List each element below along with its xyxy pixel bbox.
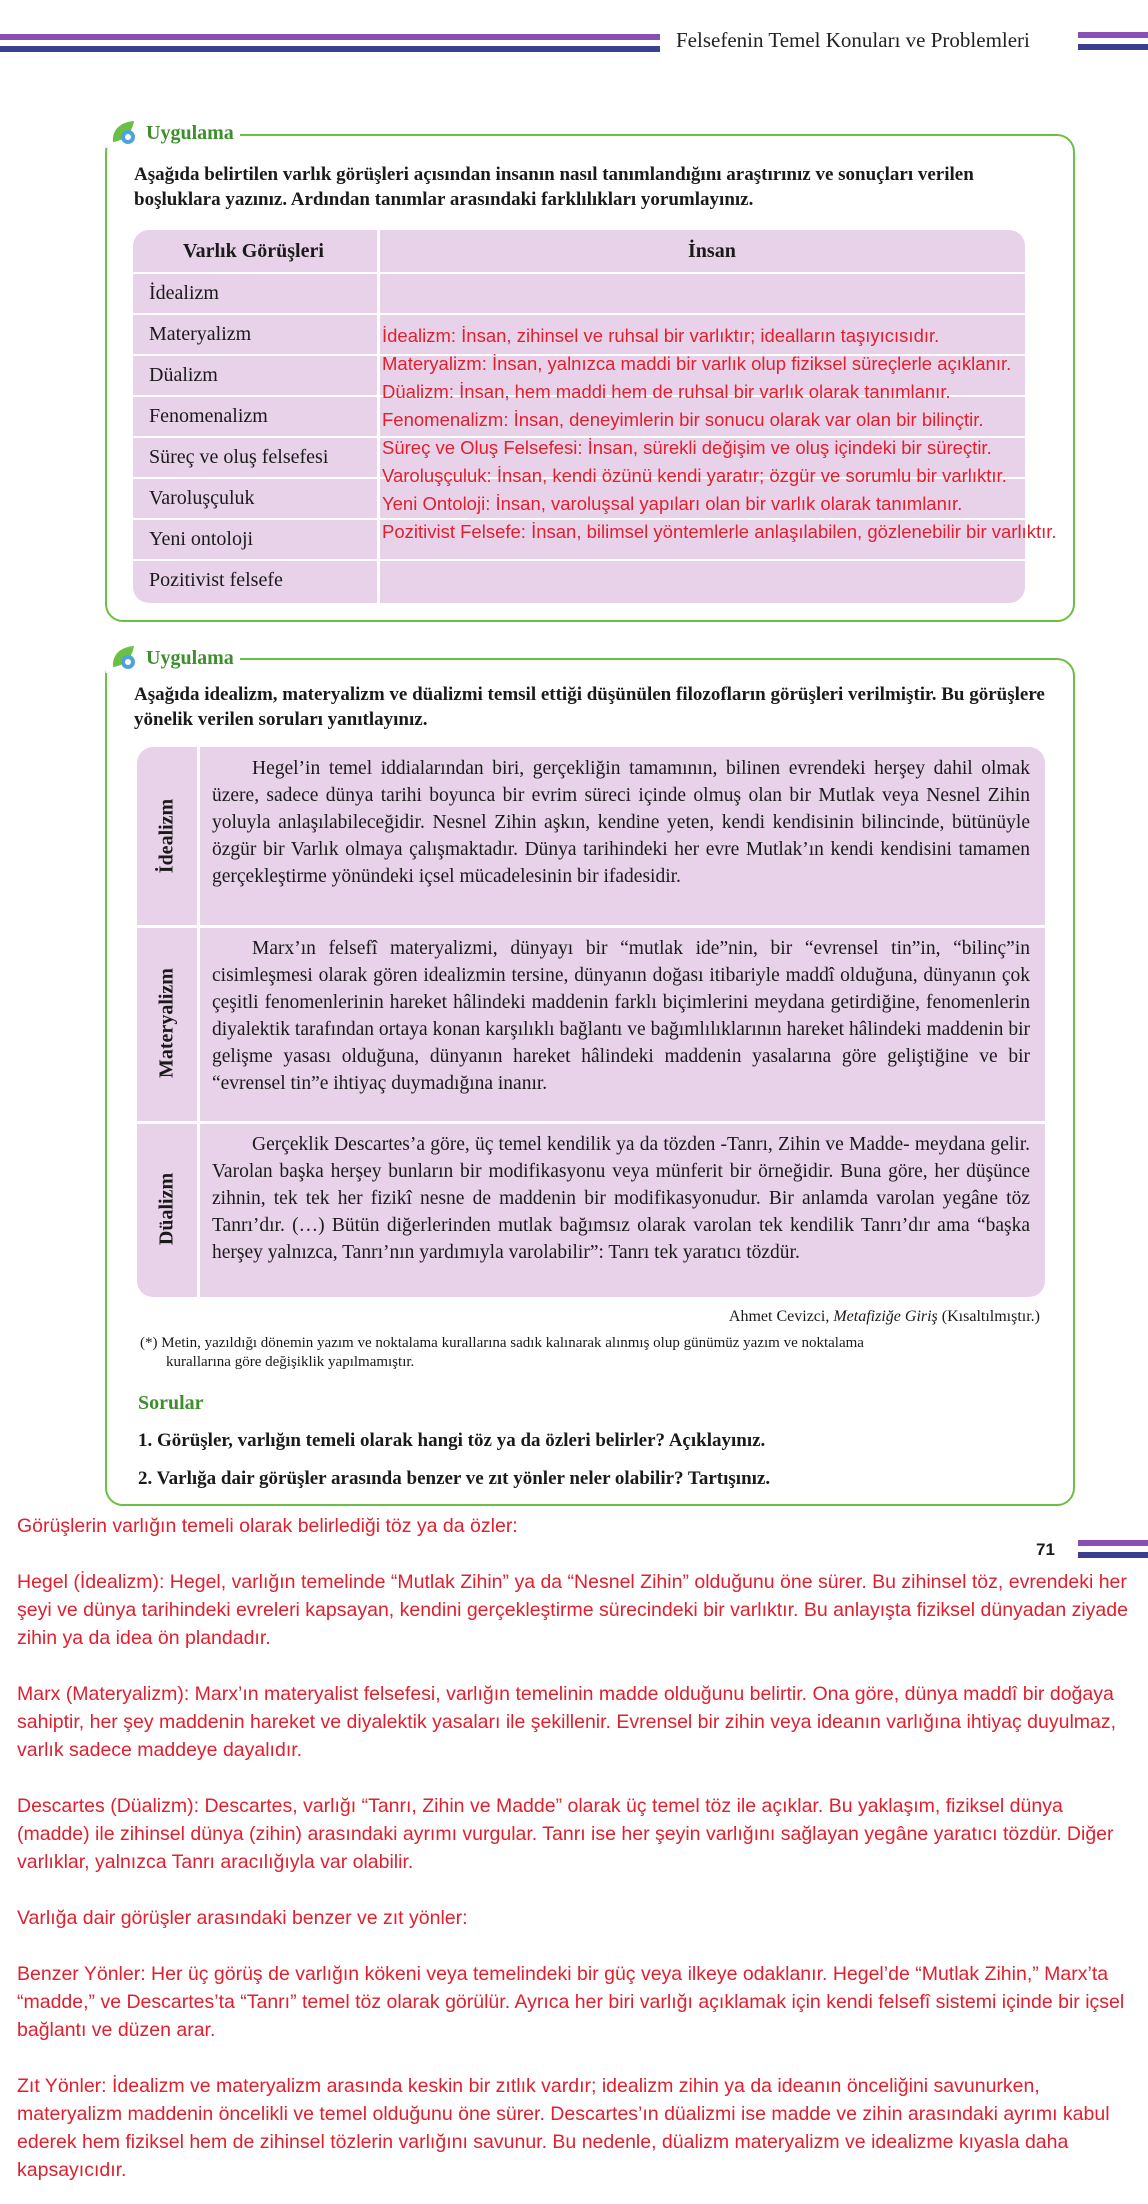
- answer-line: Yeni Ontoloji: İnsan, varoluşsal yapıları olan bir varlık olarak tanımlanır.: [382, 493, 963, 514]
- section-label-materialism: Materyalizm: [155, 968, 178, 1078]
- answer-line: İdealizm: İnsan, zihinsel ve ruhsal bir varlıktır; idealların taşıyıcısıdır.: [382, 325, 940, 346]
- application-2-instruction: Aşağıda idealizm, materyalizm ve düalizmi temsil ettiği düşünülen filozofların görüşleri verilmiştir. Bu görüşlere yönelik verilen soruları yanıtlayınız.: [134, 684, 1045, 730]
- table-row: Pozitivist felsefe: [149, 569, 283, 591]
- section-text-materialism: Marx’ın felsefî materyalizmi, dünyayı bir “mutlak ide”nin, bir “evrensel tin”in, “bilinç”in cisimleşmesi olarak gören idealizmin tersine, dünyanın doğası itibariyle maddî olduğuna, dünyanın çok çeşitli fenomenlerinin hareket hâlindeki maddenin farklı biçimlerini meydana getirdiğine, fenomenlerin diyalektik tarafından ortaya konan karşılıklı bağlantı ve bağımlılıklarının hareket hâlindeki maddenin bir gelişme yasası olduğuna, dünyanın hareket hâlindeki maddenin yasalarına göre geliştiğine ve bir “evrensel tin”e ihtiyaç duymadığına inanır.: [212, 938, 1030, 1094]
- question-1: 1. Görüşler, varlığın temeli olarak hangi töz ya da özleri belirler? Açıklayınız.: [138, 1430, 766, 1451]
- handwritten-answers: [382, 322, 1057, 546]
- page-number: 71: [1036, 1540, 1055, 1559]
- response-similarities: Benzer Yönler: Her üç görüş de varlığın kökeni veya temelindeki bir güç veya ilkeye odaklanır. Hegel’de “Mutlak Zihin,” Marx’ta “madde,” ve Descartes’ta “Tanrı” temel töz olarak görülür. Ayrıca her biri varlığı açıklamak için kendi felsefî sistemi içinde bir içsel bağlantı ve düzen arar.: [17, 1963, 1125, 2041]
- footer-bar-top: [1078, 1540, 1148, 1546]
- section-label-dualism: Düalizm: [155, 1172, 178, 1246]
- answer-line: Fenomenalizm: İnsan, deneyimlerin bir sonucu olarak var olan bir bilinçtir.: [382, 409, 984, 430]
- application-2-label: Uygulama: [146, 646, 234, 669]
- response-hegel: Hegel (İdealizm): Hegel, varlığın temelinde “Mutlak Zihin” ya da “Nesnel Zihin” olduğunu öne sürer. Bu zihinsel töz, evrendeki her şeyi ve dünya tarihindeki evreleri kapsayan, kendini gerçekleştirme sürecindeki bir varlıktır. Bu anlayışta fiziksel dünyadan ziyade zihin ya da idea ön plandadır.: [17, 1571, 1128, 1649]
- question-2: 2. Varlığa dair görüşler arasında benzer ve zıt yönler neler olabilir? Tartışınız.: [138, 1468, 771, 1489]
- answer-line: Düalizm: İnsan, hem maddi hem de ruhsal bir varlık olarak tanımlanır.: [382, 381, 951, 402]
- philosophers-table: [137, 747, 1045, 1297]
- header-bar-right-bottom: [1078, 44, 1148, 50]
- application-2-title: [106, 643, 240, 673]
- table-row: Yeni ontoloji: [149, 528, 254, 550]
- response-differences: Zıt Yönler: İdealizm ve materyalizm arasında keskin bir zıtlık vardır; idealizm zihin ya da ideanın önceliğini savunurken, materyalizm maddenin öncelikli ve temel olduğunu öne sürer. Descartes’ın düalizmi ise madde ve zihin arasındaki ayrımı kabul ederek hem fiziksel hem de zihinsel tözlerin varlığını savunur. Bu nedenle, düalizm materyalizm ve idealizme kıyasla daha kapsayıcıdır.: [17, 2075, 1110, 2181]
- section-text-idealism: Hegel’in temel iddialarından biri, gerçekliğin tamamının, bilinen evrendeki herşey dahil olmak üzere, sadece dünya tarihi boyunca bir evrim süreci içinde olmuş olan bir Mutlak veya Nesnel Zihin yoluyla anlaşılabileceğidir. Nesnel Zihin aşkın, kendine yeten, kendi kendisinin bilincinde, bütünüyle özgür bir Varlık olmaya çalışmaktadır. Dünya tarihindeki her evre Mutlak’ın kendi kendisini tamamen gerçekleştirme yönündeki içsel mücadelesinin bir ifadesidir.: [212, 758, 1030, 887]
- response-descartes: Descartes (Düalizm): Descartes, varlığı “Tanrı, Zihin ve Madde” olarak üç temel töz ile açıklar. Bu yaklaşım, fiziksel dünya (madde) ile zihinsel dünya (zihin) arasındaki ayrımı vurgular. Tanrı ise her şeyin varlığını sağlayan yegâne yaratıcı tözdür. Diğer varlıklar, yalnızca Tanrı aracılığıyla var olabilir.: [17, 1795, 1114, 1873]
- chapter-title: Felsefenin Temel Konuları ve Problemleri: [676, 28, 1030, 52]
- response-heading-1: Görüşlerin varlığın temeli olarak belirlediği töz ya da özler:: [17, 1515, 518, 1537]
- table-row: Materyalizm: [149, 323, 252, 345]
- application-1-title: [106, 118, 240, 148]
- response-heading-2: Varlığa dair görüşler arasındaki benzer ve zıt yönler:: [17, 1907, 468, 1929]
- citation: Ahmet Cevizci, Metafiziğe Giriş (Kısaltılmıştır.): [728, 1308, 1040, 1325]
- application-1-instruction: Aşağıda belirtilen varlık görüşleri açısından insanın nasıl tanımlandığını araştırınız ve sonuçları verilen boşluklara yazınız. Ardından tanımlar arasındaki farklılıkları yorumlayınız.: [134, 164, 974, 210]
- answer-line: Materyalizm: İnsan, yalnızca maddi bir varlık olup fiziksel süreçlerle açıklanır.: [382, 353, 1012, 374]
- table-row: Düalizm: [149, 364, 218, 386]
- footer-bar-bottom: [1078, 1552, 1148, 1558]
- table-row: Varoluşçuluk: [149, 487, 255, 509]
- section-label-idealism: İdealizm: [155, 798, 178, 874]
- table-row: İdealizm: [149, 282, 219, 304]
- questions-title: Sorular: [138, 1392, 204, 1414]
- table-header-views: Varlık Görüşleri: [183, 240, 324, 262]
- section-text-dualism: Gerçeklik Descartes’a göre, üç temel kendilik ya da tözden -Tanrı, Zihin ve Madde- meydana gelir. Varolan başka herşey bunların bir modifikasyonu veya münferit bir örneğidir. Buna göre, her düşünce zihnin, tek tek her fizikî nesne de maddenin bir modifikasyonudur. Bir anlamda varolan yegâne töz Tanrı’dır. (…) Bütün diğerlerinden mutlak bağımsız olarak varolan tek kendilik Tanrı’dır ama “başka herşey yalnızca, Tanrı’nın yardımıyla varolabilir”: Tanrı tek yaratıcı tözdür.: [212, 1134, 1030, 1263]
- response-marx: Marx (Materyalizm): Marx’ın materyalist felsefesi, varlığın temelinin madde olduğunu belirtir. Ona göre, dünya maddî bir doğaya sahiptir, her şey maddenin hareket ve diyalektik yasaları ile şekillenir. Evrensel bir zihin veya ideanın varlığına ihtiyaç duyulmaz, varlık sadece maddeye dayalıdır.: [17, 1683, 1117, 1761]
- answer-line: Pozitivist Felsefe: İnsan, bilimsel yöntemlerle anlaşılabilen, gözlenebilir bir varlıktır.: [382, 521, 1057, 542]
- answer-line: Süreç ve Oluş Felsefesi: İnsan, sürekli değişim ve oluş içindeki bir süreçtir.: [382, 437, 992, 458]
- table-row: Fenomenalizm: [149, 405, 268, 427]
- application-icon: [110, 643, 140, 673]
- answer-line: Varoluşçuluk: İnsan, kendi özünü kendi yaratır; özgür ve sorumlu bir varlıktır.: [382, 465, 1007, 486]
- table-row: Süreç ve oluş felsefesi: [149, 446, 329, 468]
- header-bar-right-top: [1078, 32, 1148, 38]
- application-1-label: Uygulama: [146, 121, 234, 144]
- application-icon: [110, 118, 140, 148]
- header-bar-left-top: [0, 34, 660, 40]
- table-header-human: İnsan: [688, 240, 736, 262]
- header-bar-left-bottom: [0, 46, 660, 52]
- footnote: (*) Metin, yazıldığı dönemin yazım ve noktalama kurallarına sadık kalınarak alınmış olup günümüz yazım ve noktalama kurallarına göre değişiklik yapılmamıştır.: [140, 1335, 864, 1370]
